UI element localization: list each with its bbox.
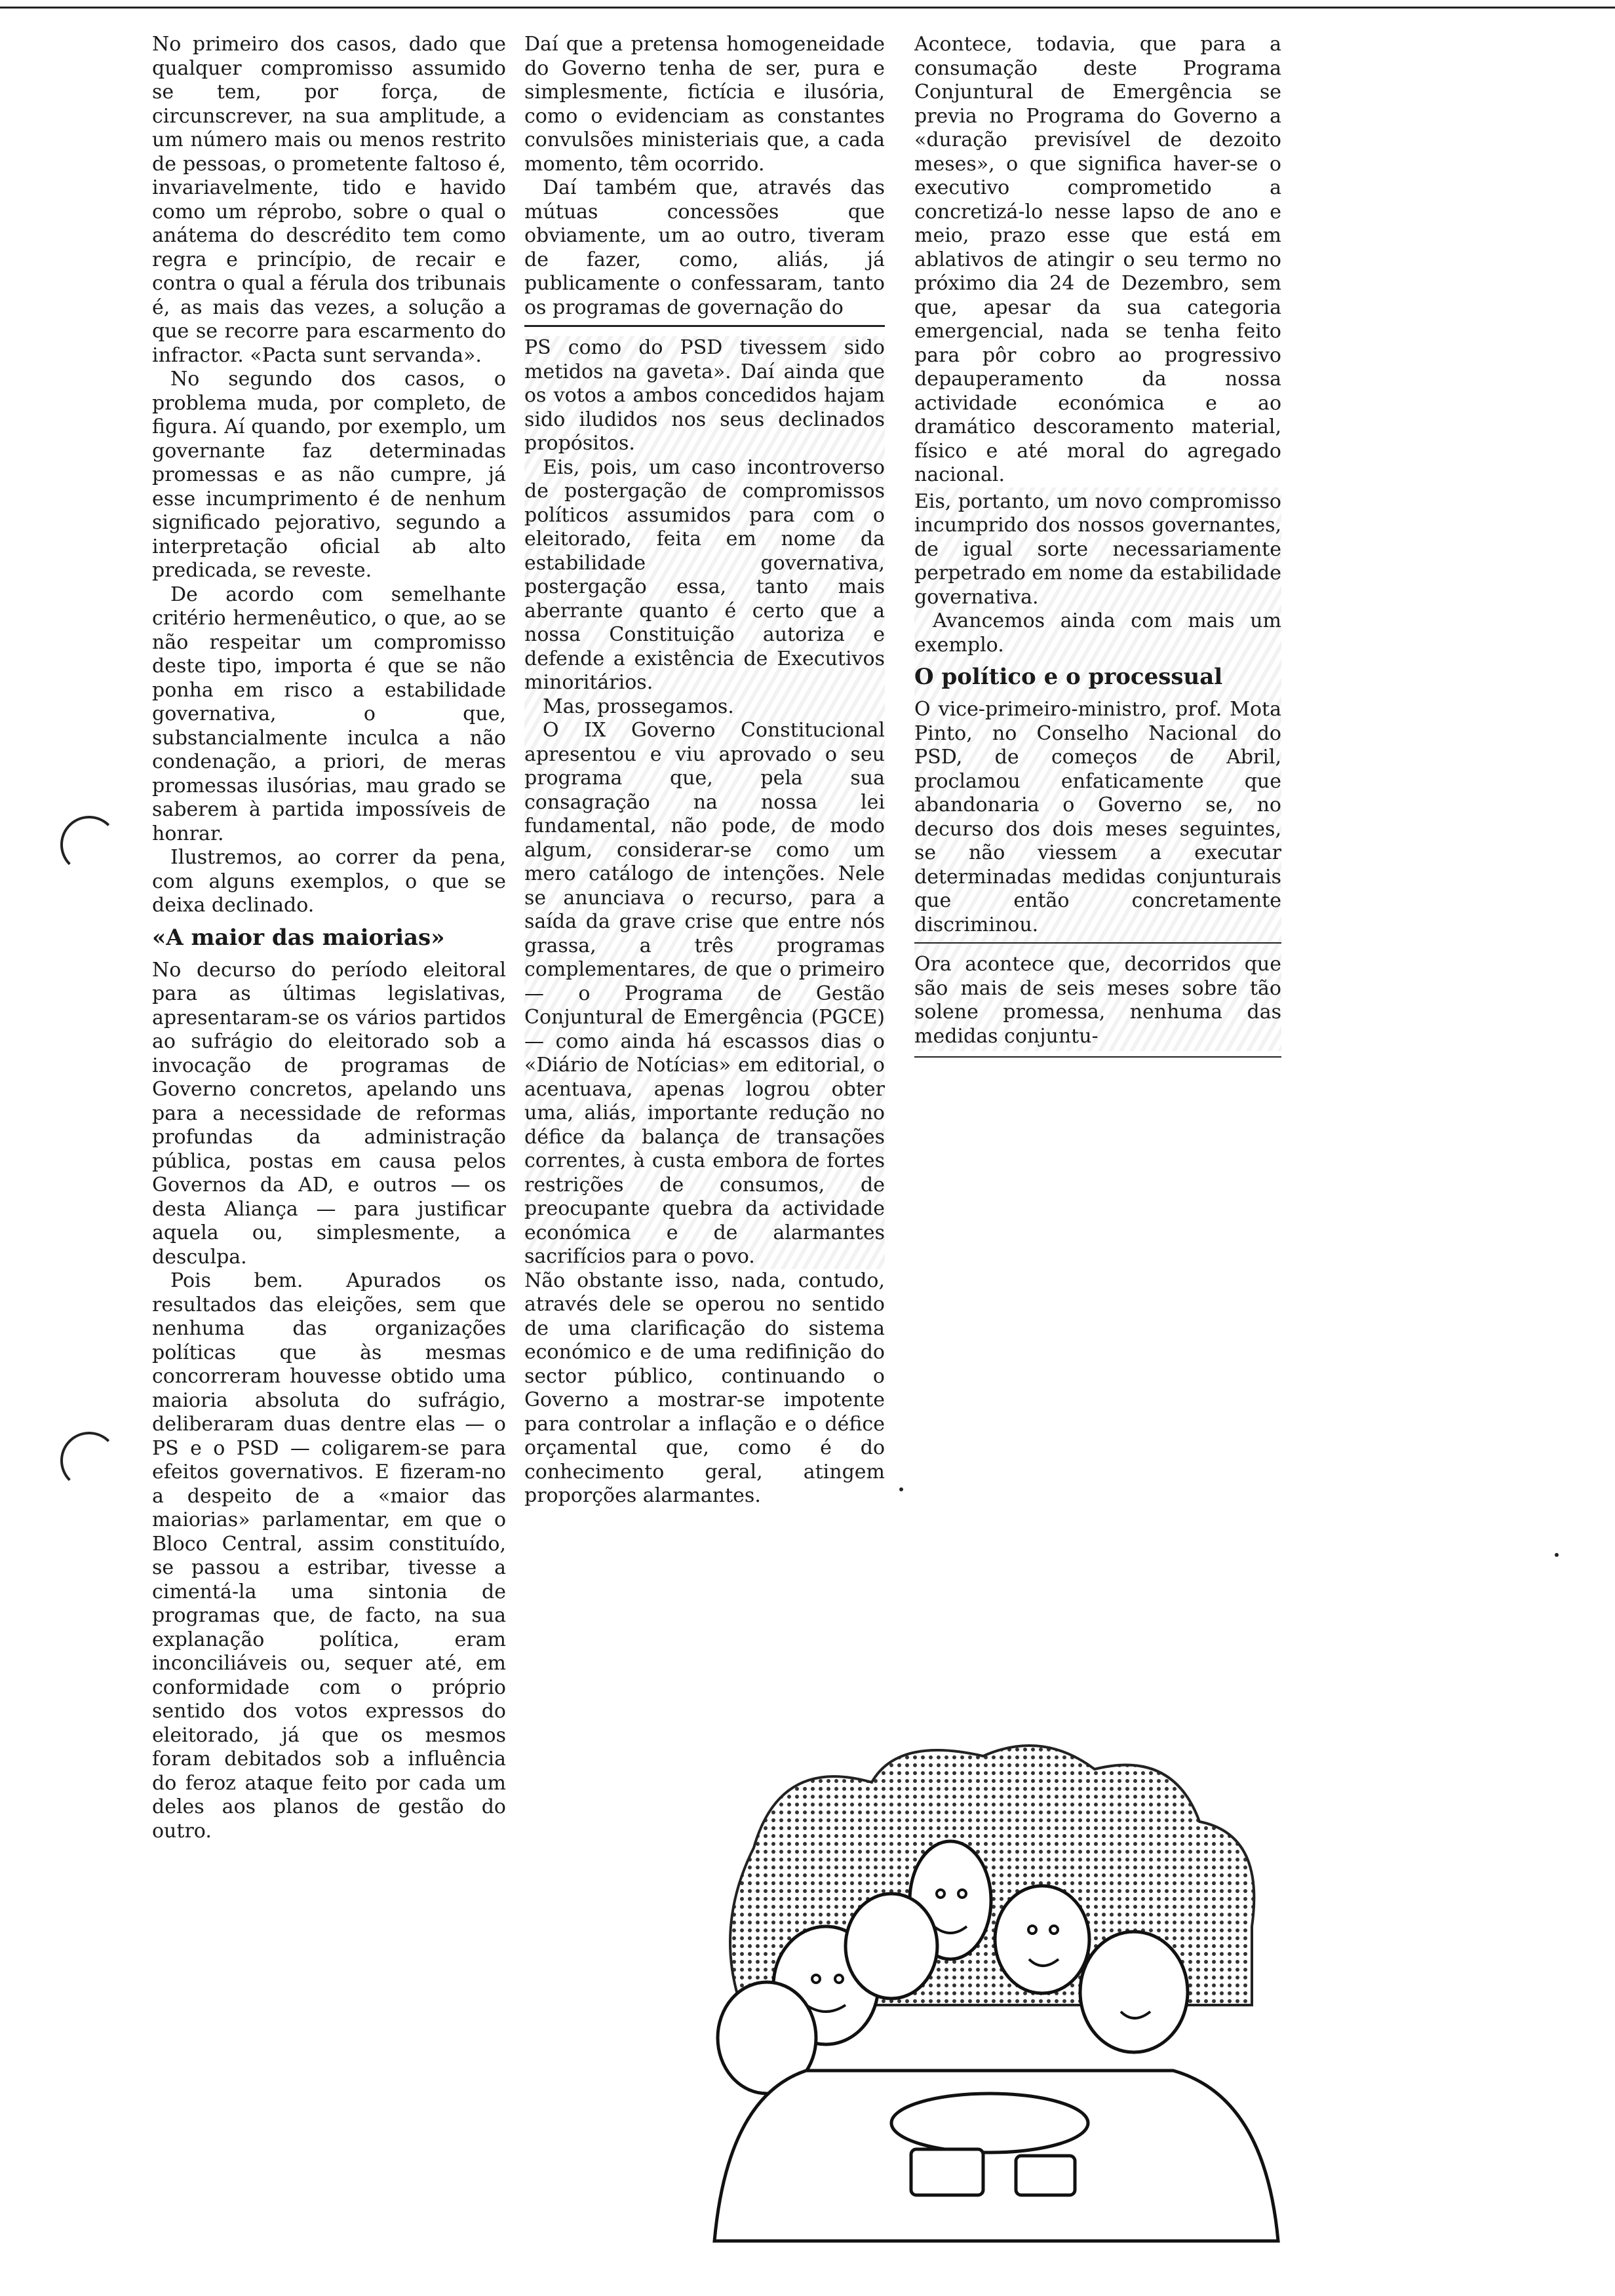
subheading: O político e o processual: [914, 664, 1223, 690]
column-divider-rule: [524, 325, 885, 327]
speck: [899, 1487, 903, 1491]
article-column-2: [524, 33, 885, 1508]
paragraph: De acordo com semelhante critério hermenêutico, o que, ao se não respeitar um compromisso deste tipo, importa é que se não ponha em risco a estabilidade governativa, o que, substancialmente inculca a não condenação, a priori, de meras promessas ilusórias, mau grado se saberem à partida impossíveis de honrar.: [152, 583, 506, 845]
paragraph: Mas, prossegamos.: [543, 695, 734, 718]
speck: [1555, 1553, 1559, 1557]
paragraph: Daí também que, através das mútuas concessões que obviamente, um ao outro, tiveram de fazer, como, aliás, já publicamente o confessaram, tanto os programas de governação do: [524, 176, 885, 319]
article-column-1: [152, 33, 506, 1843]
binder-hole-mark-bottom: [60, 1432, 118, 1489]
paragraph: No decurso do período eleitoral para as últimas legislativas, apresentaram-se os vários partidos ao sufrágio do eleitorado sob a invocação de programas de Governo concretos, apelando uns para a necessidade de reformas profundas da administração pública, postas em causa pelos Governos da AD, e outros — os desta Aliança — para justificar aquela ou, simplesmente, a desculpa.: [152, 958, 506, 1269]
paragraph: Ilustremos, ao correr da pena, com alguns exemplos, o que se deixa declinado.: [152, 846, 506, 917]
paragraph: Ora acontece que, decorridos que são mais de seis meses sobre tão solene promessa, nenhuma das medidas conjuntu-: [914, 953, 1281, 1048]
paragraph: PS como do PSD tivessem sido metidos na gaveta». Daí ainda que os votos a ambos concedidos hajam sido iludidos nos seus declinados propósitos.: [524, 336, 885, 455]
column-end-rule: [914, 1056, 1281, 1058]
paragraph: O IX Governo Constitucional apresentou e viu aprovado o seu programa que, pela sua consagração na nossa lei fundamental, não pode, de modo algum, considerar-se como um mero catálogo de intenções. Nele se anunciava o recurso, para a saída da grave crise que entre nós grassa, a três programas complementares, de que o primeiro — o Programa de Gestão Conjuntural de Emergência (PGCE) — como ainda há escassos dias o «Diário de Notícias» em editorial, o acentuava, apenas logrou obter uma, aliás, importante redução no défice da balança de transações correntes, à custa embora de fortes restrições de consumos, de preocupante quebra da actividade económica e de alarmantes sacrifícios para o povo.: [524, 719, 885, 1268]
inline-rule: [914, 942, 1281, 944]
paragraph: No primeiro dos casos, dado que qualquer compromisso assumido se tem, por força, de circunscrever, na sua amplitude, a um número mais ou menos restrito de pessoas, o prometente faltoso é, invariavelmente, tido e havido como um réprobo, sobre o qual o anátema do descrédito tem como regra e princípio, de recair e contra o qual a férula dos tribunais é, as mais das vezes, a solução a que se recorre para escarmento do infractor. «Pacta sunt servanda».: [152, 33, 506, 367]
paragraph: O vice-primeiro-ministro, prof. Mota Pinto, no Conselho Nacional do PSD, de começos de Abril, proclamou enfaticamente que abandonaria o Governo se, no decurso dos dois meses seguintes, se não viessem a executar determinadas medidas conjunturais que então concretamente discriminou.: [914, 698, 1281, 936]
top-border-line: [0, 7, 1615, 9]
smudged-text-block: [524, 336, 885, 1269]
binder-hole-mark-top: [60, 816, 118, 873]
subheading: «A maior das maiorias»: [152, 924, 445, 951]
article-column-3: [914, 33, 1281, 1067]
smudged-text-block: [914, 488, 1281, 1052]
paragraph: Acontece, todavia, que para a consumação deste Programa Conjuntural de Emergência se previa no Programa do Governo a «duração previsível de dezoito meses», o que significa haver-se o executivo comprometido a concretizá-lo nesse lapso de ano e meio, prazo esse que está em ablativos de atingir o seu termo no próximo dia 24 de Dezembro, sem que, apesar da sua categoria emergencial, nada se tenha feito para pôr cobro ao progressivo depauperamento da nossa actividade económica e ao dramático descoramento material, físico e até moral do agregado nacional.: [914, 33, 1281, 486]
cartoon-illustration: [675, 1730, 1317, 2254]
paragraph: No segundo dos casos, o problema muda, por completo, de figura. Aí quando, por exemplo, um governante faz determinadas promessas e as não cumpre, já esse incumprimento é de nenhum significado pejorativo, segundo a interpretação oficial ab alto predicada, se reveste.: [152, 368, 506, 582]
paragraph: Não obstante isso, nada, contudo, através dele se operou no sentido de uma clarificação do sistema económico e de uma redifinição do sector público, continuando o Governo a mostrar-se impotente para controlar a inflação e o défice orçamental que, como é do conhecimento geral, atingem proporções alarmantes.: [524, 1269, 885, 1507]
paragraph: Pois bem. Apurados os resultados das eleições, sem que nenhuma das organizações políticas que às mesmas concorreram houvesse obtido uma maioria absoluta do sufrágio, deliberaram duas dentre elas — o PS e o PSD — coligarem-se para efeitos governativos. E fizeram-no a despeito de a «maior das maiorias» parlamentar, em que o Bloco Central, assim constituído, se passou a estribar, tivesse a cimentá-la uma sintonia de programas que, de facto, na sua explanação política, eram inconciliáveis ou, sequer até, em conformidade com o próprio sentido dos votos expressos do eleitorado, já que os mesmos foram debitados sob a influência do feroz ataque feito por cada um deles aos planos de gestão do outro.: [152, 1269, 506, 1843]
paragraph: Avancemos ainda com mais um exemplo.: [914, 609, 1281, 657]
paragraph: Eis, pois, um caso incontroverso de postergação de compromissos políticos assumidos para com o eleitorado, feita em nome da estabilidade governativa, postergação essa, tanto mais aberrante quanto é certo que a nossa Constituição autoriza e defende a existência de Executivos minoritários.: [524, 455, 885, 694]
paragraph: Eis, portanto, um novo compromisso incumprido dos nossos governantes, de igual sorte necessariamente perpetrado em nome da estabilidade governativa.: [914, 489, 1281, 609]
paragraph: Daí que a pretensa homogeneidade do Governo tenha de ser, pura e simplesmente, fictícia e ilusória, como o evidenciam as constantes convulsões ministeriais que, a cada momento, têm ocorrido.: [524, 33, 885, 176]
